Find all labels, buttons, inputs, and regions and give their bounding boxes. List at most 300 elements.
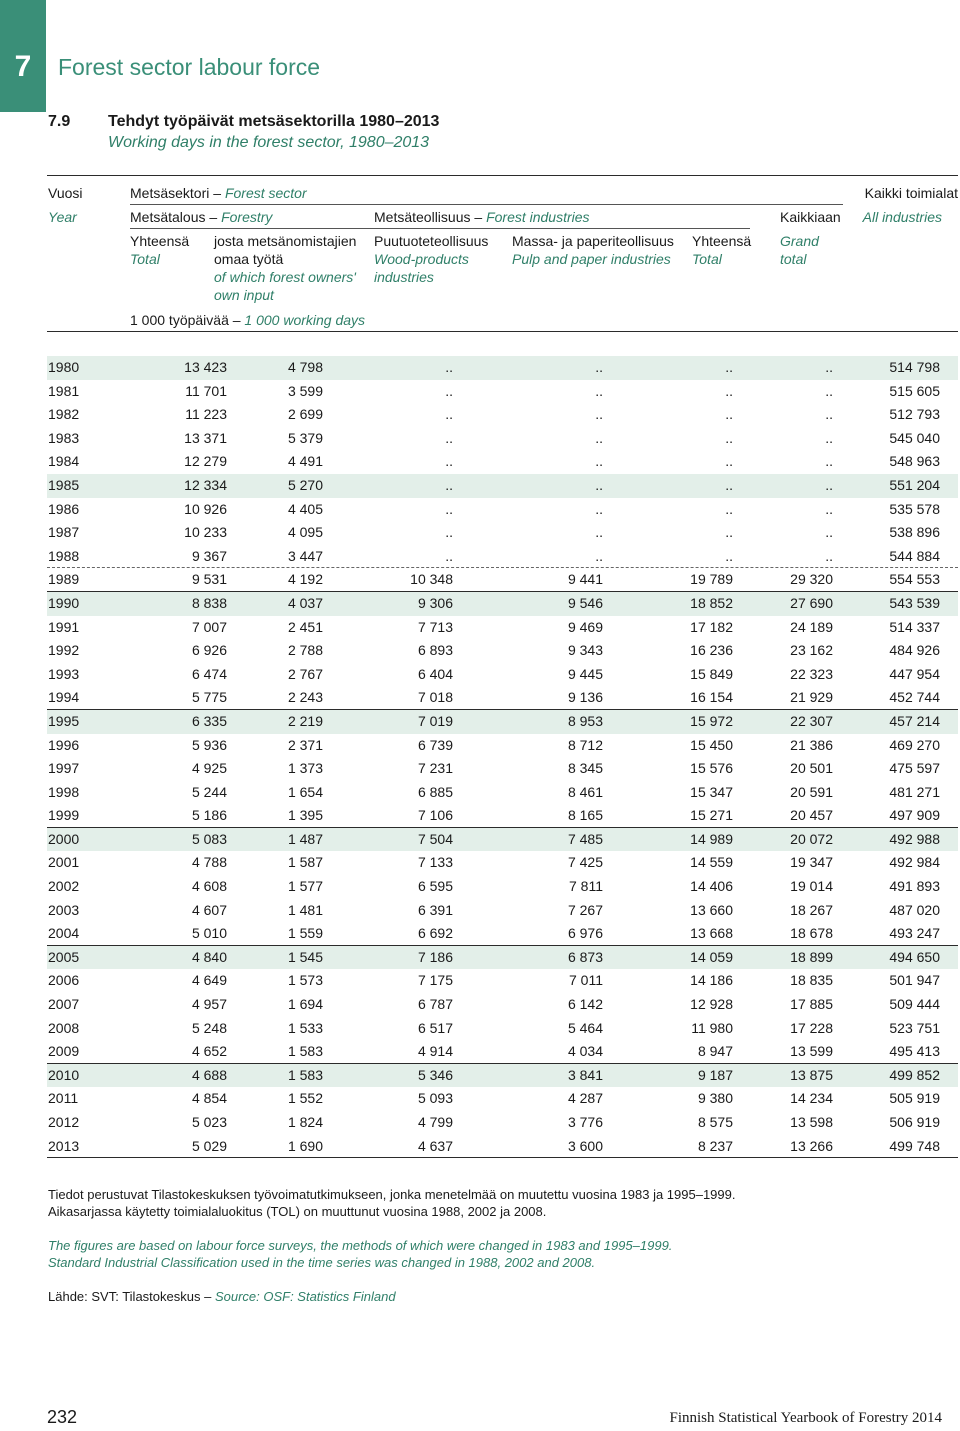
year-cell: 1993 (48, 665, 80, 682)
value-cell: 497 909 (889, 807, 940, 824)
value-cell: 17 182 (690, 618, 733, 635)
table-row (47, 828, 958, 852)
year-cell: 2003 (48, 901, 80, 918)
year-cell: 1991 (48, 618, 80, 635)
note-fi-2: Aikasarjassa käytetty toimialaluokitus (TOL) on muuttunut vuosina 1988, 2002 ja 2008. (48, 1204, 547, 1219)
header-forestry: Metsätalous – Forestry (130, 209, 273, 225)
value-cell: .. (445, 500, 453, 517)
value-cell: 1 533 (287, 1019, 323, 1036)
value-cell: .. (725, 429, 733, 446)
value-cell: 9 343 (567, 642, 603, 659)
value-cell: .. (595, 547, 603, 564)
table-row (47, 1135, 958, 1159)
value-cell: 8 838 (191, 594, 227, 611)
value-cell: 19 014 (790, 878, 833, 895)
table-row (47, 427, 958, 451)
value-cell: .. (445, 524, 453, 541)
year-cell: 1987 (48, 524, 80, 541)
year-cell: 2008 (48, 1019, 80, 1036)
value-cell: 14 406 (690, 878, 733, 895)
value-cell: 6 404 (417, 665, 453, 682)
value-cell: 9 306 (417, 594, 453, 611)
value-cell: 14 559 (690, 854, 733, 871)
subsector-rule (130, 228, 750, 229)
year-cell: 1997 (48, 760, 80, 777)
value-cell: 447 954 (889, 665, 940, 682)
header-owners-en-2: own input (214, 287, 274, 303)
value-cell: 14 186 (690, 972, 733, 989)
value-cell: 13 371 (184, 429, 227, 446)
value-cell: 5 270 (287, 476, 323, 493)
value-cell: 15 271 (690, 807, 733, 824)
value-cell: .. (825, 524, 833, 541)
table-row (47, 993, 958, 1017)
value-cell: 8 575 (697, 1114, 733, 1130)
value-cell: .. (725, 547, 733, 564)
table-row (47, 545, 958, 569)
header-wood-en-2: industries (374, 269, 434, 285)
value-cell: 10 348 (410, 571, 453, 588)
year-cell: 1995 (48, 712, 80, 729)
value-cell: 6 474 (191, 665, 227, 682)
value-cell: 2 219 (287, 712, 323, 729)
value-cell: 10 926 (184, 500, 227, 517)
value-cell: 8 165 (567, 807, 603, 824)
value-cell: 1 690 (287, 1137, 323, 1154)
value-cell: 495 413 (889, 1043, 940, 1060)
value-cell: 20 457 (790, 807, 833, 824)
value-cell: 23 162 (790, 642, 833, 659)
table-row (47, 1087, 958, 1111)
value-cell: 5 093 (417, 1090, 453, 1107)
table-row (47, 875, 958, 899)
table-row (47, 710, 958, 734)
value-cell: 1 545 (287, 948, 323, 965)
value-cell: 1 552 (287, 1090, 323, 1107)
value-cell: 5 936 (191, 736, 227, 753)
value-cell: .. (825, 453, 833, 470)
source: Lähde: SVT: Tilastokeskus – Source: OSF: Statistics Finland (48, 1289, 396, 1304)
sector-rule (130, 204, 843, 205)
value-cell: 3 776 (567, 1114, 603, 1130)
value-cell: 5 775 (191, 689, 227, 706)
value-cell: 1 487 (287, 830, 323, 847)
value-cell: 7 425 (567, 854, 603, 871)
header-all-industries-fi: Kaikki toimialat (864, 185, 958, 201)
value-cell: 4 037 (287, 594, 323, 611)
year-cell: 1986 (48, 500, 80, 517)
value-cell: 7 019 (417, 712, 453, 729)
value-cell: 14 059 (690, 948, 733, 965)
value-cell: .. (725, 476, 733, 493)
value-cell: 24 189 (790, 618, 833, 635)
value-cell: 11 701 (185, 382, 227, 399)
value-cell: 494 650 (889, 948, 940, 965)
value-cell: 8 237 (697, 1137, 733, 1154)
header-total-fi: Yhteensä (130, 233, 190, 249)
year-cell: 1996 (48, 736, 80, 753)
value-cell: 8 461 (567, 783, 603, 800)
value-cell: .. (825, 547, 833, 564)
value-cell: 4 491 (287, 453, 323, 470)
value-cell: 4 287 (567, 1090, 603, 1107)
header-industries-total-en: Total (692, 251, 722, 267)
value-cell: 523 751 (889, 1019, 940, 1036)
value-cell: 12 928 (690, 996, 733, 1013)
value-cell: 6 142 (567, 996, 603, 1013)
header-wood-fi: Puutuoteteollisuus (374, 233, 489, 249)
chapter-title: Forest sector labour force (58, 54, 321, 80)
year-cell: 2011 (48, 1090, 79, 1107)
chapter-number-badge (0, 0, 46, 112)
header-pulp-en: Pulp and paper industries (512, 251, 671, 267)
value-cell: 19 347 (790, 854, 833, 871)
header-owners-fi-2: omaa työtä (214, 251, 284, 267)
value-cell: 4 607 (191, 901, 227, 918)
value-cell: 6 739 (417, 736, 453, 753)
value-cell: 17 885 (790, 996, 833, 1013)
header-bottom-rule (47, 331, 958, 332)
table-row (47, 1040, 958, 1064)
value-cell: .. (725, 524, 733, 541)
value-cell: 8 953 (567, 712, 603, 729)
header-grand-1: Grand (780, 233, 819, 249)
year-cell: 2010 (48, 1066, 80, 1083)
value-cell: 2 788 (287, 642, 323, 659)
value-cell: .. (445, 547, 453, 564)
value-cell: .. (445, 476, 453, 493)
value-cell: 499 852 (889, 1066, 940, 1083)
table-title-en: Working days in the forest sector, 1980–2013 (108, 134, 430, 151)
value-cell: 15 972 (690, 712, 733, 729)
value-cell: 18 267 (790, 901, 833, 918)
value-cell: 491 893 (889, 878, 940, 895)
year-cell: 2001 (48, 854, 80, 871)
year-cell: 2009 (48, 1043, 80, 1060)
value-cell: 7 713 (417, 618, 453, 635)
year-cell: 2007 (48, 996, 80, 1013)
value-cell: 492 984 (889, 854, 940, 871)
value-cell: 5 464 (567, 1019, 603, 1036)
value-cell: 7 011 (569, 972, 603, 989)
value-cell: 13 875 (790, 1066, 833, 1083)
header-all-industries-en: All industries (862, 209, 942, 225)
table-row (47, 592, 958, 616)
value-cell: .. (595, 429, 603, 446)
value-cell: 15 576 (690, 760, 733, 777)
value-cell: 2 243 (287, 689, 323, 706)
value-cell: .. (445, 429, 453, 446)
value-cell: 5 346 (417, 1066, 453, 1083)
value-cell: 457 214 (889, 712, 940, 729)
value-cell: 514 337 (889, 618, 940, 635)
value-cell: .. (595, 406, 603, 423)
value-cell: 4 799 (417, 1114, 453, 1130)
table-row (47, 1111, 958, 1135)
value-cell: 18 678 (790, 925, 833, 942)
value-cell: 18 852 (690, 594, 733, 611)
value-cell: 9 546 (567, 594, 603, 611)
year-cell: 1980 (48, 359, 80, 375)
value-cell: 505 919 (889, 1090, 940, 1107)
value-cell: 9 441 (567, 571, 603, 588)
value-cell: 9 380 (697, 1090, 733, 1107)
header-owners-fi-1: josta metsänomistajien (214, 233, 357, 249)
value-cell: 12 334 (184, 476, 227, 493)
table-row (47, 356, 958, 380)
header-pulp-fi: Massa- ja paperiteollisuus (512, 233, 674, 249)
value-cell: 11 980 (691, 1019, 733, 1036)
value-cell: 16 236 (690, 642, 733, 659)
value-cell: 9 445 (567, 665, 603, 682)
year-cell: 2004 (48, 925, 80, 942)
year-cell: 1985 (48, 476, 80, 493)
note-en-2: Standard Industrial Classification used in the time series was changed in 1988, 2002 and 2008. (48, 1255, 596, 1270)
value-cell: 4 788 (191, 854, 227, 871)
value-cell: 1 583 (287, 1066, 323, 1083)
value-cell: .. (595, 500, 603, 517)
table-row (47, 616, 958, 640)
value-cell: 484 926 (889, 642, 940, 659)
value-cell: 501 947 (889, 972, 940, 989)
value-cell: 13 599 (790, 1043, 833, 1060)
table-row (47, 851, 958, 875)
year-cell: 1984 (48, 453, 80, 470)
value-cell: 6 926 (191, 642, 227, 659)
value-cell: 27 690 (790, 594, 833, 611)
value-cell: .. (825, 359, 833, 375)
value-cell: 3 600 (567, 1137, 603, 1154)
value-cell: 14 234 (790, 1090, 833, 1107)
value-cell: .. (445, 382, 453, 399)
table-row (47, 1064, 958, 1088)
value-cell: 4 405 (287, 500, 323, 517)
value-cell: .. (825, 476, 833, 493)
value-cell: 1 559 (287, 925, 323, 942)
value-cell: 7 811 (569, 878, 603, 895)
value-cell: 6 893 (417, 642, 453, 659)
value-cell: 5 029 (191, 1137, 227, 1154)
value-cell: 543 539 (889, 594, 940, 611)
header-forest-sector: Metsäsektori – Forest sector (130, 185, 307, 201)
value-cell: 7 175 (417, 972, 453, 989)
table-row (47, 403, 958, 427)
value-cell: 4 957 (191, 996, 227, 1013)
value-cell: 6 885 (417, 783, 453, 800)
value-cell: 7 504 (417, 830, 453, 847)
value-cell: 1 824 (287, 1114, 323, 1130)
value-cell: 14 989 (690, 830, 733, 847)
value-cell: 20 591 (790, 783, 833, 800)
value-cell: 452 744 (889, 689, 940, 706)
value-cell: 16 154 (690, 689, 733, 706)
value-cell: 5 248 (191, 1019, 227, 1036)
table-row (47, 450, 958, 474)
value-cell: 535 578 (889, 500, 940, 517)
value-cell: 1 694 (287, 996, 323, 1013)
value-cell: 2 371 (287, 736, 323, 753)
value-cell: 4 095 (287, 524, 323, 541)
table-row (47, 639, 958, 663)
value-cell: 6 517 (417, 1019, 453, 1036)
year-cell: 1990 (48, 594, 80, 611)
page-number: 232 (47, 1407, 78, 1427)
value-cell: 2 767 (287, 665, 323, 682)
value-cell: 499 748 (889, 1137, 940, 1154)
value-cell: 2 699 (287, 406, 323, 423)
value-cell: 3 447 (287, 547, 323, 564)
year-cell: 1992 (48, 642, 80, 659)
value-cell: 22 307 (790, 712, 833, 729)
year-cell: 2002 (48, 878, 80, 895)
value-cell: 5 023 (191, 1114, 227, 1130)
value-cell: 6 692 (417, 925, 453, 942)
value-cell: 551 204 (889, 476, 940, 493)
data-table-body (47, 356, 958, 1158)
notes (48, 1186, 735, 1305)
value-cell: 8 712 (567, 736, 603, 753)
value-cell: 5 186 (191, 807, 227, 824)
value-cell: 469 270 (889, 736, 940, 753)
value-cell: 5 379 (287, 429, 323, 446)
table-row (47, 663, 958, 687)
header-year: Year (48, 209, 77, 225)
table-row (47, 899, 958, 923)
value-cell: 492 988 (889, 830, 940, 847)
value-cell: 17 228 (790, 1019, 833, 1036)
value-cell: 4 798 (287, 359, 323, 375)
value-cell: .. (825, 500, 833, 517)
value-cell: 4 637 (417, 1137, 453, 1154)
value-cell: 4 608 (191, 878, 227, 895)
value-cell: 21 386 (790, 736, 833, 753)
table-row (47, 734, 958, 758)
value-cell: .. (825, 429, 833, 446)
year-cell: 2005 (48, 948, 80, 965)
year-cell: 1998 (48, 783, 80, 800)
note-en-1: The figures are based on labour force surveys, the methods of which were changed in 1983 and 1995–1999. (48, 1238, 673, 1253)
value-cell: 9 367 (191, 547, 227, 564)
table-row (47, 1017, 958, 1041)
chapter-number: 7 (14, 50, 32, 83)
year-cell: 1999 (48, 807, 80, 824)
value-cell: 13 668 (690, 925, 733, 942)
value-cell: .. (725, 406, 733, 423)
value-cell: 475 597 (889, 760, 940, 777)
table-row (47, 521, 958, 545)
value-cell: 3 841 (567, 1066, 603, 1083)
value-cell: 20 072 (790, 830, 833, 847)
value-cell: .. (445, 406, 453, 423)
value-cell: 9 136 (567, 689, 603, 706)
value-cell: 7 007 (191, 618, 227, 635)
value-cell: 4 034 (567, 1043, 603, 1060)
value-cell: 18 899 (790, 948, 833, 965)
header-forest-industries: Metsäteollisuus – Forest industries (374, 209, 590, 225)
value-cell: 18 835 (790, 972, 833, 989)
value-cell: 514 798 (889, 359, 940, 375)
value-cell: 4 914 (417, 1043, 453, 1060)
year-cell: 1988 (48, 547, 80, 564)
value-cell: 29 320 (790, 571, 833, 588)
table-row (47, 969, 958, 993)
value-cell: 554 553 (889, 571, 940, 588)
value-cell: 4 840 (191, 948, 227, 965)
value-cell: .. (825, 382, 833, 399)
value-cell: .. (445, 453, 453, 470)
table-title-fi: Tehdyt työpäivät metsäsektorilla 1980–2013 (108, 113, 440, 130)
value-cell: .. (595, 359, 603, 375)
value-cell: 13 598 (790, 1114, 833, 1130)
value-cell: 13 423 (184, 359, 227, 375)
table-row (47, 946, 958, 970)
value-cell: 8 345 (567, 760, 603, 777)
value-cell: .. (595, 476, 603, 493)
value-cell: 7 106 (417, 807, 453, 824)
value-cell: 4 649 (191, 972, 227, 989)
value-cell: .. (725, 453, 733, 470)
table-row (47, 474, 958, 498)
value-cell: 13 266 (790, 1137, 833, 1154)
value-cell: 1 583 (287, 1043, 323, 1060)
header-grand-2: total (780, 251, 807, 267)
value-cell: 493 247 (889, 925, 940, 942)
value-cell: 1 395 (287, 807, 323, 824)
value-cell: 7 133 (417, 854, 453, 871)
table-top-rule (47, 175, 958, 176)
table-row (47, 568, 958, 592)
table-row (47, 804, 958, 828)
value-cell: 4 652 (191, 1043, 227, 1060)
value-cell: 6 873 (567, 948, 603, 965)
value-cell: 548 963 (889, 453, 940, 470)
value-cell: 6 391 (417, 901, 453, 918)
value-cell: 7 485 (567, 830, 603, 847)
value-cell: 5 083 (191, 830, 227, 847)
table-row (47, 686, 958, 710)
value-cell: 545 040 (889, 429, 940, 446)
value-cell: 544 884 (889, 547, 940, 564)
value-cell: 512 793 (889, 406, 940, 423)
value-cell: 4 688 (191, 1066, 227, 1083)
value-cell: .. (595, 382, 603, 399)
value-cell: 506 919 (889, 1114, 940, 1130)
year-cell: 1981 (48, 382, 80, 399)
value-cell: 7 186 (417, 948, 453, 965)
year-cell: 1994 (48, 689, 80, 706)
value-cell: 15 347 (690, 783, 733, 800)
value-cell: 11 223 (185, 406, 227, 423)
value-cell: 15 450 (690, 736, 733, 753)
table-row (47, 498, 958, 522)
value-cell: 4 854 (191, 1090, 227, 1107)
value-cell: 15 849 (690, 665, 733, 682)
value-cell: .. (445, 359, 453, 375)
value-cell: 7 018 (417, 689, 453, 706)
value-cell: 13 660 (690, 901, 733, 918)
value-cell: 1 577 (287, 878, 323, 895)
value-cell: 22 323 (790, 665, 833, 682)
table-number: 7.9 (48, 113, 71, 130)
value-cell: 1 373 (287, 760, 323, 777)
header-unit: 1 000 työpäivää – 1 000 working days (130, 312, 366, 328)
year-cell: 2013 (48, 1137, 80, 1154)
value-cell: 7 267 (567, 901, 603, 918)
value-cell: 6 787 (417, 996, 453, 1013)
value-cell: 1 481 (287, 901, 323, 918)
value-cell: 1 654 (287, 783, 323, 800)
note-fi-1: Tiedot perustuvat Tilastokeskuksen työvoimatutkimukseen, jonka menetelmää on muutettu vuosina 1983 ja 1995–1999. (48, 1187, 736, 1202)
